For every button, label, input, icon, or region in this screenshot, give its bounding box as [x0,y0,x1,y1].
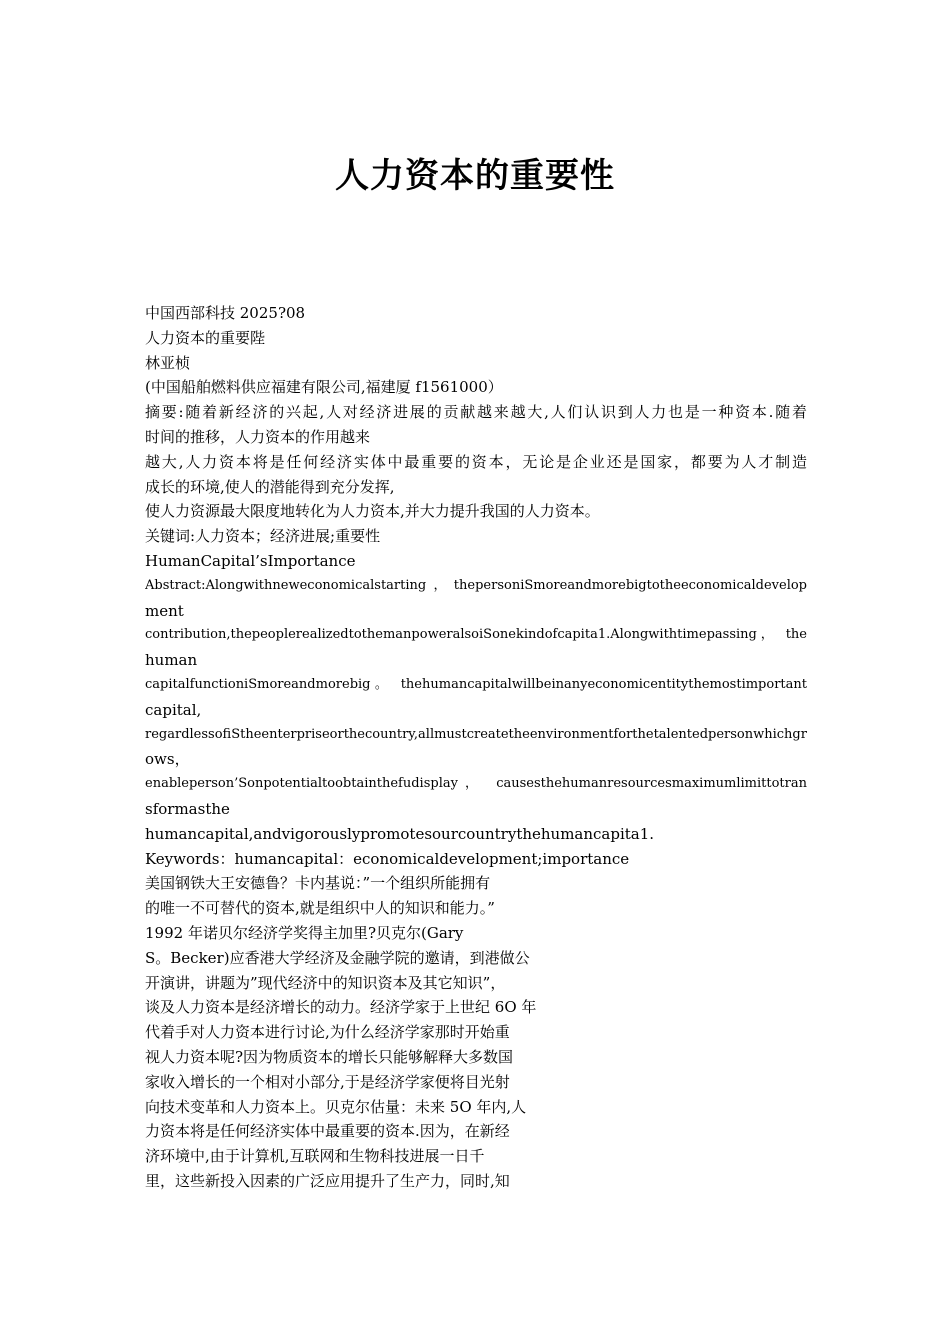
text-line: 使人力资源最大限度地转化为人力资本,并大力提升我国的人力资本。 [145,502,600,521]
text-line: contribution,thepeoplerealizedtothemanpoweralsoiSonekindofcapita1.Alongwithtimepassing， the [145,627,807,643]
text-line: 人力资本的重要陛 [145,328,266,347]
text-line: ows， [145,750,190,769]
document-body [145,301,807,1194]
text-line: 1992 年诺贝尔经济学奖得主加里?贝克尔(Gary [145,923,464,942]
text-line: capitalfunctioniSmoreandmorebig。 thehumancapitalwillbeinanyeconomicentitythemostimportant [145,676,807,692]
text-line: 成长的环境,使人的潜能得到充分发挥, [145,477,395,496]
text-line: 里，这些新投入因素的广泛应用提升了生产力，同时,知 [145,1171,510,1190]
text-line: 美国钢铁大王安德鲁？卡内基说：”一个组织所能拥有 [145,874,491,893]
document-title: 人力资本的重要性 [335,156,615,196]
text-line: capital, [145,700,202,719]
text-line: 家收入增长的一个相对小部分,于是经济学家便将目光射 [145,1072,510,1091]
text-line: 关键词:人力资本；经济进展;重要性 [145,527,381,546]
text-line: HumanCapital’sImportance [145,551,356,570]
text-line: 的唯一不可替代的资本,就是组织中人的知识和能力。” [145,899,495,918]
text-line: Abstract:Alongwithneweconomicalstarting，thepersoniSmoreandmorebigtotheeconomicaldevelop [145,577,807,593]
text-line: 越大,人力资本将是任何经济实体中最重要的资本，无论是企业还是国家，都要为人才制造 [145,452,807,471]
text-line: S。Becker)应香港大学经济及金融学院的邀请，到港做公 [145,948,530,967]
text-line: 中国西部科技 2025?08 [145,304,306,322]
text-line: 时间的推移，人力资本的作用越来 [145,427,371,446]
text-line: 开演讲，讲题为”现代经济中的知识资本及其它知识”， [145,973,506,992]
text-line: enableperson’Sonpotentialtoobtainthefudisplay， causesthehumanresourcesmaximumlimittotran [145,776,807,792]
text-line: ment [145,601,184,620]
text-line: 视人力资本呢?因为物质资本的增长只能够解释大多数国 [145,1047,514,1066]
text-line: humancapital,andvigorouslypromotesourcountrythehumancapita1. [145,824,655,843]
text-line: human [145,651,198,670]
text-line: regardlessofiStheenterpriseorthecountry,allmustcreatetheenvironmentforthetalentedpersonwhichgr [145,726,807,742]
text-line: 济环境中,由于计算机,互联网和生物科技进展一日千 [145,1147,485,1166]
text-line: 谈及人力资本是经济增长的动力。经济学家于上世纪 6O 年 [145,998,537,1017]
text-line: Keywords：humancapital：economicaldevelopment;importance [145,849,630,868]
text-line: 向技术变革和人力资本上。贝克尔估量：未来 5O 年内,人 [145,1097,527,1116]
text-line: sformasthe [145,799,230,818]
text-line: 力资本将是任何经济实体中最重要的资本.因为，在新经 [145,1122,510,1141]
text-line: 摘要:随着新经济的兴起,人对经济进展的贡献越来越大,人们认识到人力也是一种资本.随着 [145,403,807,422]
text-line: 代着手对人力资本进行讨论,为什么经济学家那时开始重 [145,1023,510,1042]
text-line: 林亚桢 [145,353,191,372]
text-line: (中国船舶燃料供应福建有限公司,福建厦 f1561000） [145,378,503,397]
